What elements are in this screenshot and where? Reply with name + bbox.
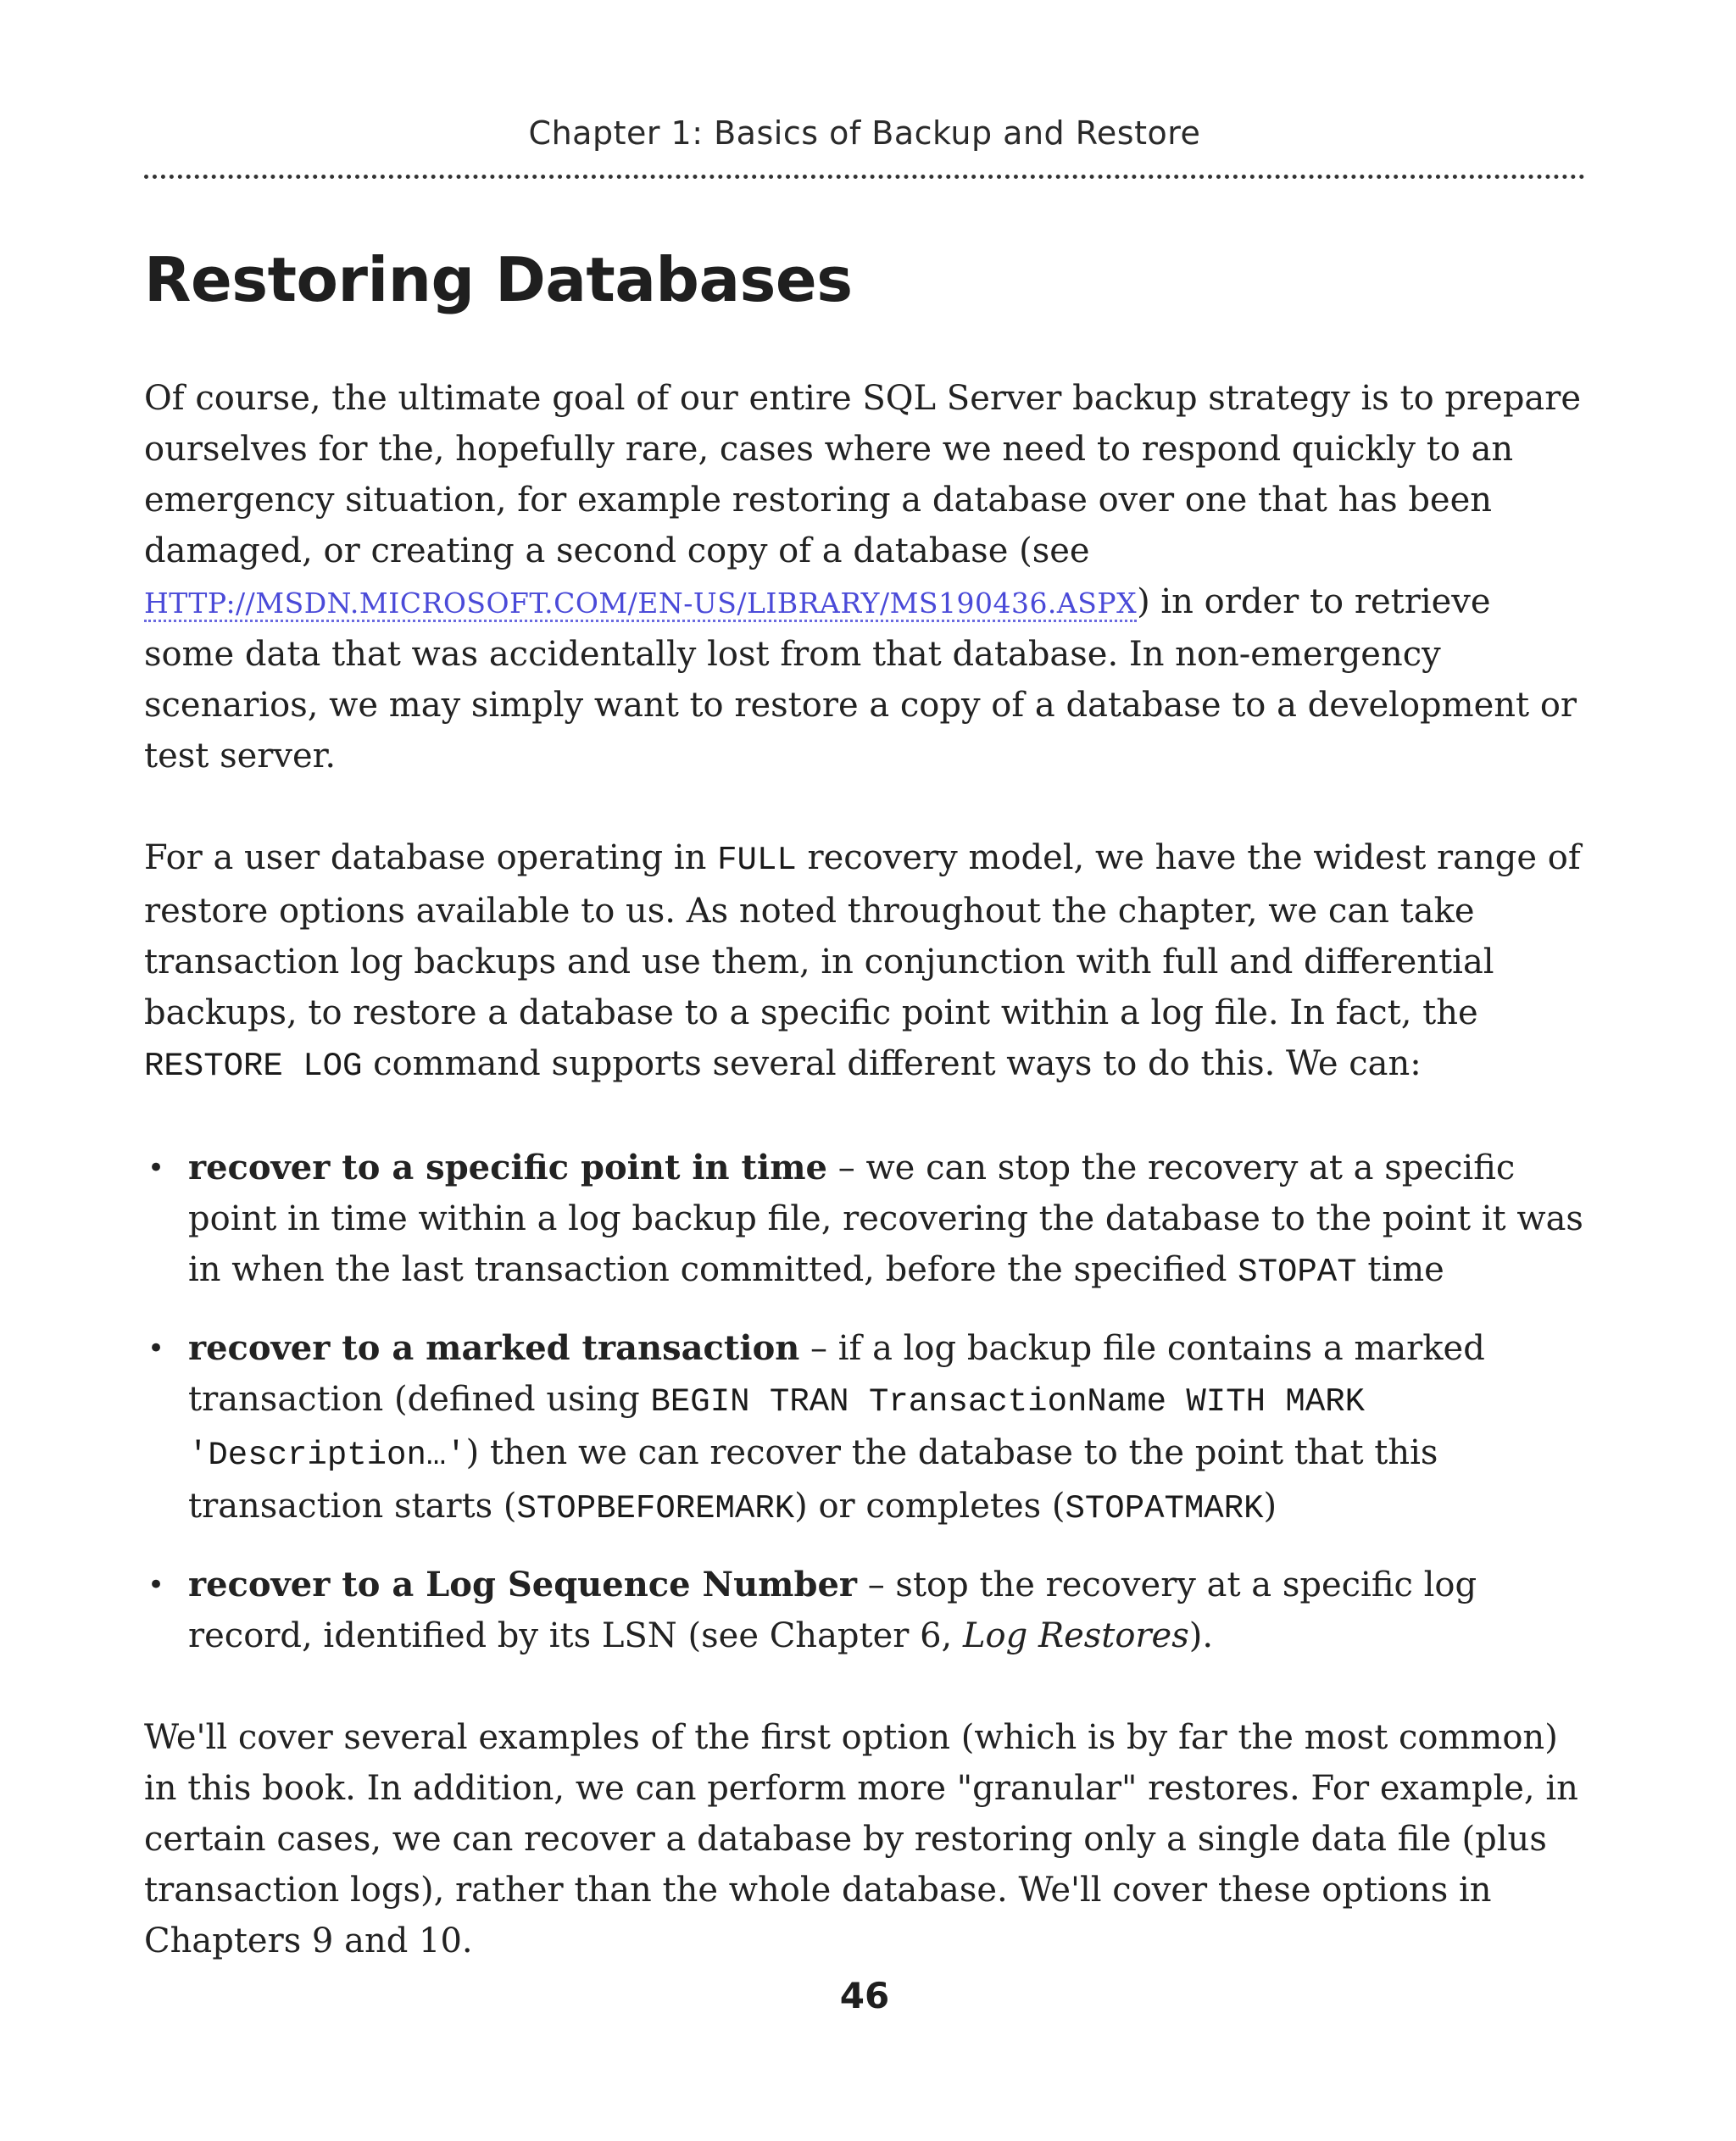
msdn-link[interactable]: HTTP://MSDN.MICROSOFT.COM/EN-US/LIBRARY/MS190436.ASPX (144, 587, 1137, 622)
section-title: Restoring Databases (144, 244, 853, 315)
bullet-icon: • (147, 1151, 165, 1185)
body-text (144, 373, 1585, 1966)
p1-text-a: Of course, the ultimate goal of our entire SQL Server backup strategy is to prepare ourselves for the, hopefully rare, cases where we need to respond quickly to an emergency situation, for example restoring a database over one that has been damaged, or creating a second copy of a database (see (144, 379, 1582, 570)
p2-text-b: recovery model, we have the widest range of restore options available to us. As noted throughout the chapter, we can take transaction log backups and use them, in conjunction with full and differential backups, to restore a database to a specific point within a log file. In fact, the (144, 838, 1581, 1032)
recovery-options-list (144, 1143, 1585, 1661)
chapter-title-italic: Log Restores (962, 1616, 1189, 1655)
page-number: 46 (839, 1975, 890, 2016)
bullet-term: recover to a specific point in time (188, 1148, 828, 1187)
p1-text-b: ) in order to retrieve some data that was accidentally lost from that database. In non-emergency scenarios, we may simply want to restore a copy of a database to a development or test server. (144, 582, 1577, 776)
code-stopbeforemark: STOPBEFOREMARK (516, 1490, 795, 1527)
bullet-text: – stop the recovery at a specific log record, identified by its LSN (see Chapter 6, (188, 1565, 1477, 1655)
list-item (144, 1560, 1585, 1661)
p2-text-a: For a user database operating in (144, 838, 718, 877)
list-item (144, 1323, 1585, 1534)
bullet-text: ). (1188, 1616, 1214, 1655)
paragraph-3: We'll cover several examples of the first option (which is by far the most common) in this book. In addition, we can perform more "granular" restores. For example, in certain cases, we can recover a database by restoring only a single data file (plus transaction logs), rather than the whole database. We'll cover these options in Chapters 9 and 10. (144, 1718, 1578, 1960)
document-page (144, 0, 1585, 2141)
header-rule (144, 175, 1585, 179)
code-full: FULL (717, 842, 797, 879)
bullet-icon: • (147, 1568, 165, 1602)
bullet-term: recover to a Log Sequence Number (188, 1565, 857, 1604)
p2-text-c: command supports several different ways to do this. We can: (362, 1044, 1422, 1083)
bullet-text: time (1356, 1250, 1444, 1289)
running-head: Chapter 1: Basics of Backup and Restore (528, 114, 1201, 152)
bullet-text: ) then we can recover the database to the point that this transaction starts ( (188, 1433, 1438, 1526)
bullet-icon: • (147, 1332, 165, 1365)
bullet-text: – if a log backup file contains a marked transaction (defined using (188, 1329, 1485, 1419)
code-begin-tran: BEGIN TRAN TransactionName WITH MARK 'Description…' (188, 1383, 1366, 1474)
code-stopatmark: STOPATMARK (1065, 1490, 1264, 1527)
paragraph-1 (144, 373, 1585, 781)
bullet-text: ) (1263, 1487, 1277, 1526)
code-stopat: STOPAT (1238, 1254, 1357, 1291)
bullet-text: ) or completes ( (794, 1487, 1066, 1526)
paragraph-2 (144, 832, 1585, 1092)
bullet-text: – we can stop the recovery at a specific point in time within a log backup file, recovering the database to the point it was in when the last transaction committed, before the specified (188, 1148, 1583, 1289)
code-restore-log: RESTORE LOG (144, 1048, 363, 1085)
bullet-term: recover to a marked transaction (188, 1328, 800, 1368)
list-item (144, 1143, 1585, 1298)
